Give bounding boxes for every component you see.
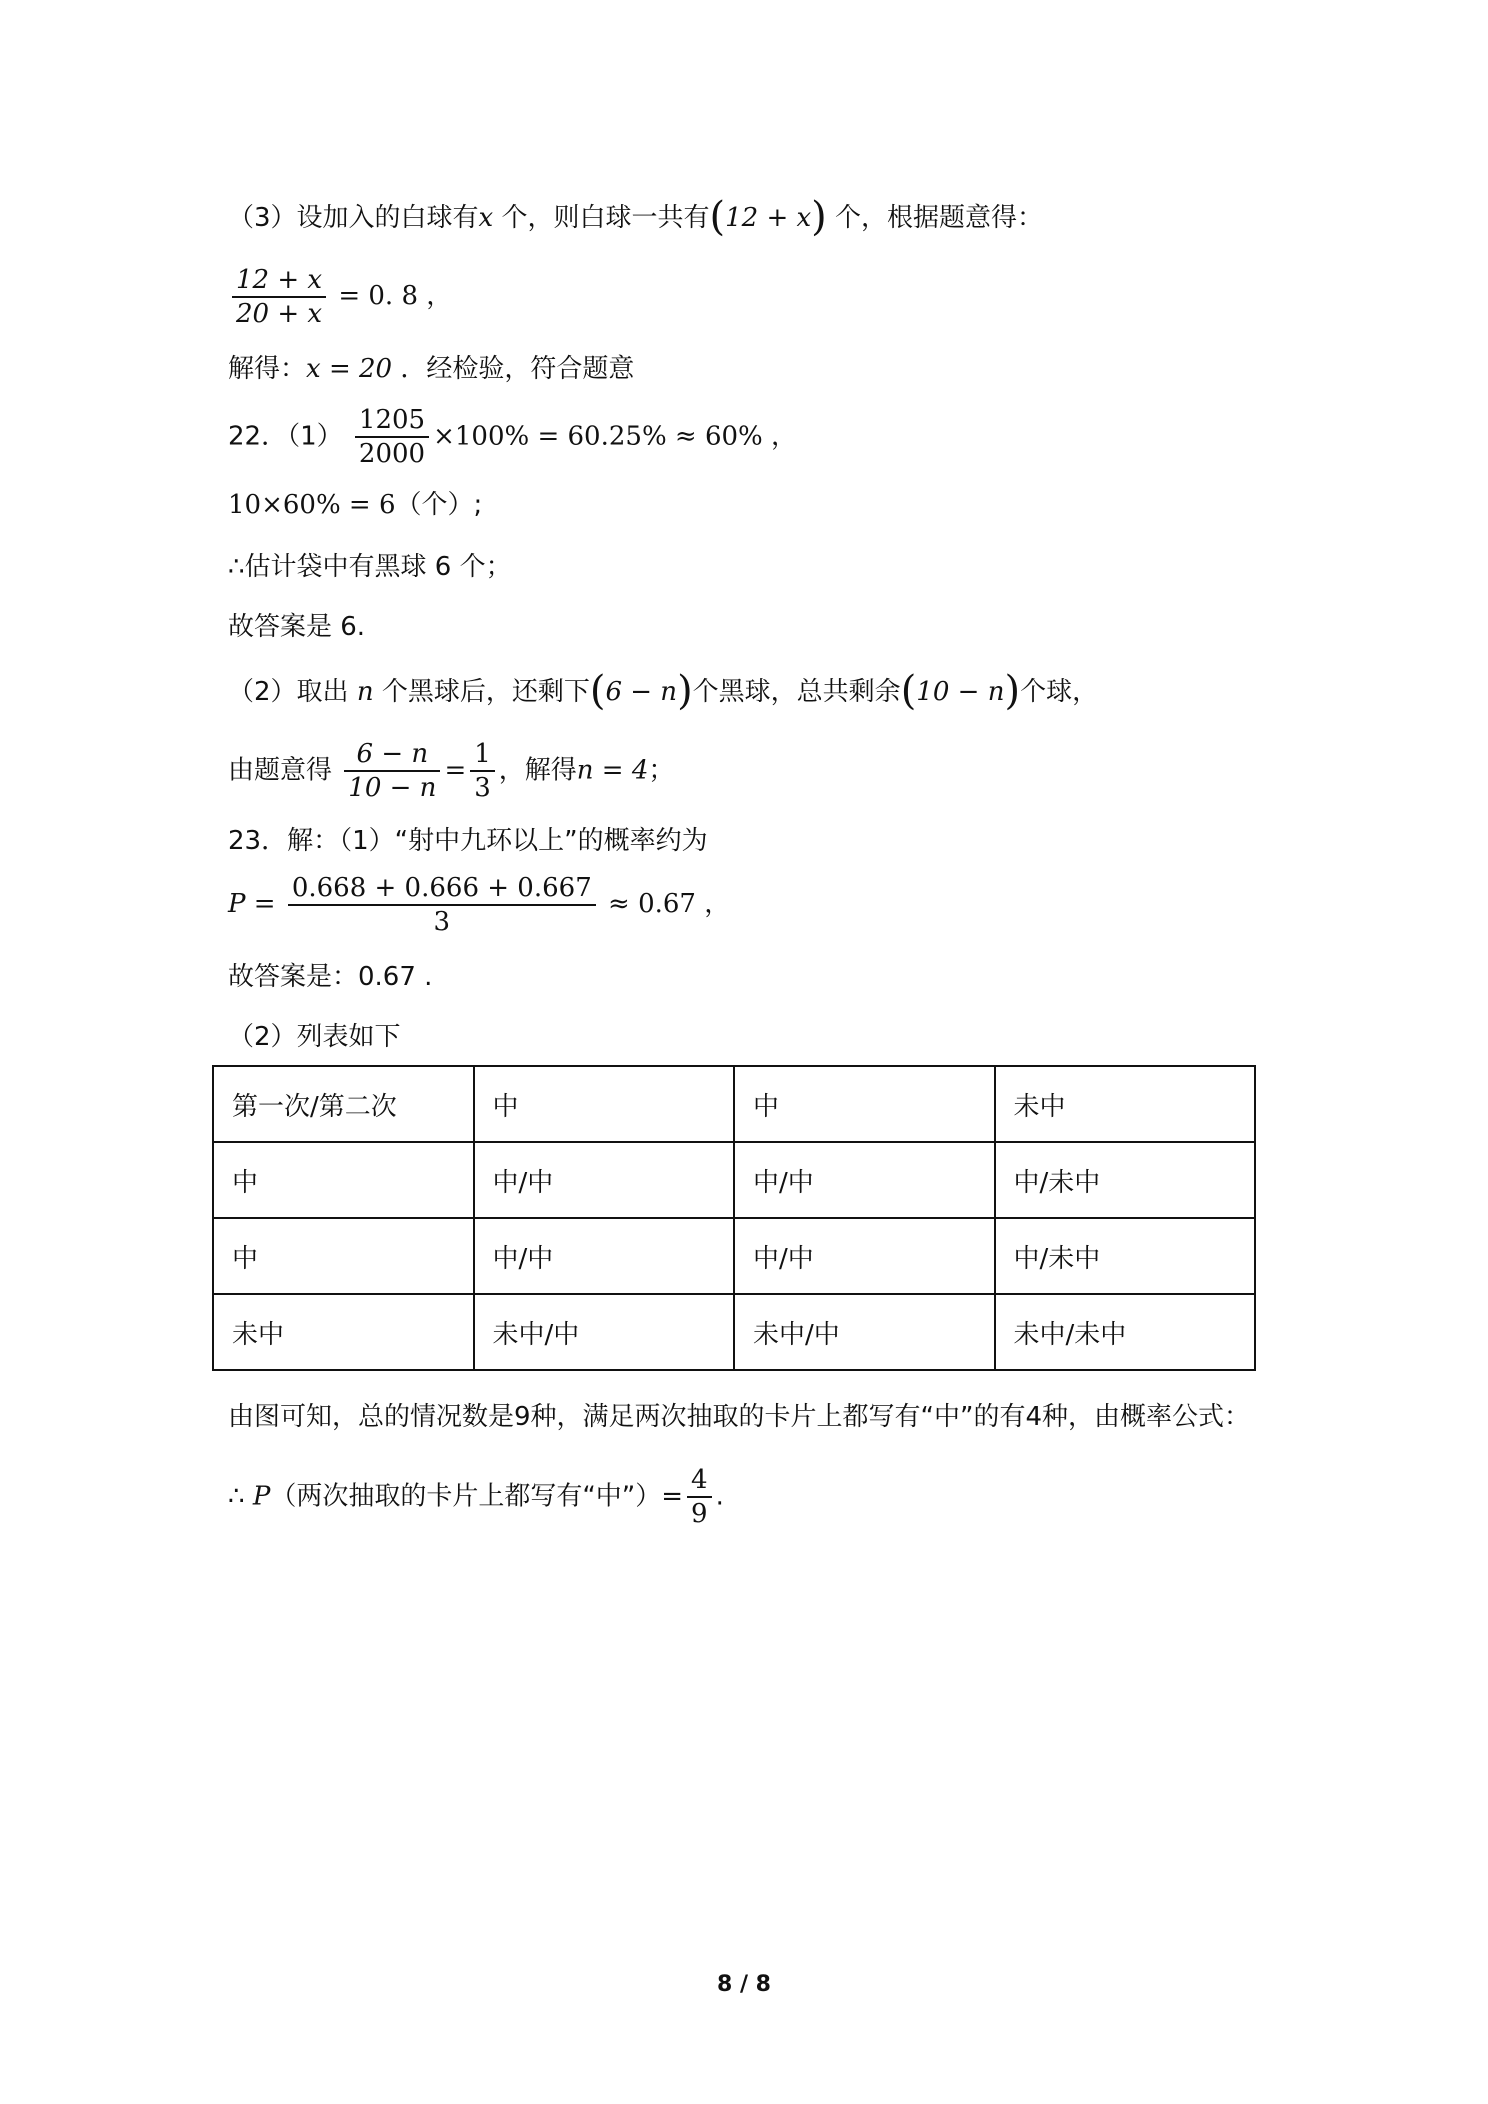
- table-cell: 未中/中: [474, 1294, 735, 1370]
- table-cell: 中: [213, 1218, 474, 1294]
- page-number: 8 / 8: [717, 1972, 771, 1997]
- q23-line1: 23．解：（1）“射中九环以上”的概率约为: [228, 826, 708, 856]
- table-row: [213, 1294, 1255, 1370]
- q22-part2-eq: 由题意得 $\frac{6 - n}{10 - n}$ = $\frac{1}{3}$ ，解得n = 4；: [228, 739, 675, 803]
- table-cell: 未中/未中: [995, 1294, 1256, 1370]
- table-cell: 第一次/第二次: [213, 1066, 474, 1142]
- table-cell: 中/未中: [995, 1142, 1256, 1218]
- q23-answer: 故答案是：0.67 .: [228, 962, 433, 992]
- q23-probability-eq: P = $\frac{0.668 + 0.666 + 0.667}{3}$ ≈ 0.67 ，: [228, 873, 731, 937]
- table-cell: 中/未中: [995, 1218, 1256, 1294]
- q22-line2: 10×60% = 6（个）;: [228, 490, 483, 520]
- q22-part2: （2）取出 n 个黑球后，还剩下(6 − n)个黑球，总共剩余(10 − n)个球，: [228, 668, 1099, 714]
- q23-final: ∴ P（两次抽取的卡片上都写有“中”）= $\frac{4}{9}$ .: [228, 1465, 724, 1529]
- q23-conclusion: 由图可知，总的情况数是9种，满足两次抽取的卡片上都写有“中”的有4种，由概率公式：: [228, 1402, 1251, 1432]
- q22-line1: 22．（1） $\frac{1205}{2000}$ ×100% = 60.25% ≈ 60% ，: [228, 405, 798, 469]
- fraction: $\frac{4}{9}$: [687, 1464, 712, 1530]
- table-cell: 未中/中: [734, 1294, 995, 1370]
- outcome-table: [212, 1065, 1256, 1371]
- table-cell: 中: [213, 1142, 474, 1218]
- q22-line3: ∴估计袋中有黑球 6 个；: [228, 552, 512, 582]
- table-cell: 未中: [213, 1294, 474, 1370]
- table-cell: 中/中: [474, 1218, 735, 1294]
- q22-line4: 故答案是 6.: [228, 612, 366, 642]
- table-cell: 中/中: [734, 1142, 995, 1218]
- table-cell: 未中: [995, 1066, 1256, 1142]
- fraction: $\frac{1205}{2000}$: [355, 404, 429, 470]
- q21-3-line1: （3）设加入的白球有x 个，则白球一共有(12 + x) 个，根据题意得：: [228, 194, 1044, 240]
- table-cell: 中/中: [734, 1218, 995, 1294]
- table-row: [213, 1066, 1255, 1142]
- table-row: [213, 1142, 1255, 1218]
- table-cell: 中: [474, 1066, 735, 1142]
- table-row: [213, 1218, 1255, 1294]
- fraction: $\frac{12 + x}{20 + x}$: [232, 264, 326, 330]
- q21-3-solution: 解得：x = 20 ．经检验，符合题意: [228, 354, 635, 384]
- table-cell: 中: [734, 1066, 995, 1142]
- fraction: $\frac{1}{3}$: [470, 738, 495, 804]
- q21-3-equation: $\frac{12 + x}{20 + x}$ = 0. 8 ，: [228, 264, 452, 330]
- fraction: $\frac{0.668 + 0.666 + 0.667}{3}$: [288, 872, 596, 938]
- table-cell: 中/中: [474, 1142, 735, 1218]
- q23-part2: （2）列表如下: [228, 1022, 401, 1052]
- fraction: $\frac{6 - n}{10 - n}$: [344, 738, 440, 804]
